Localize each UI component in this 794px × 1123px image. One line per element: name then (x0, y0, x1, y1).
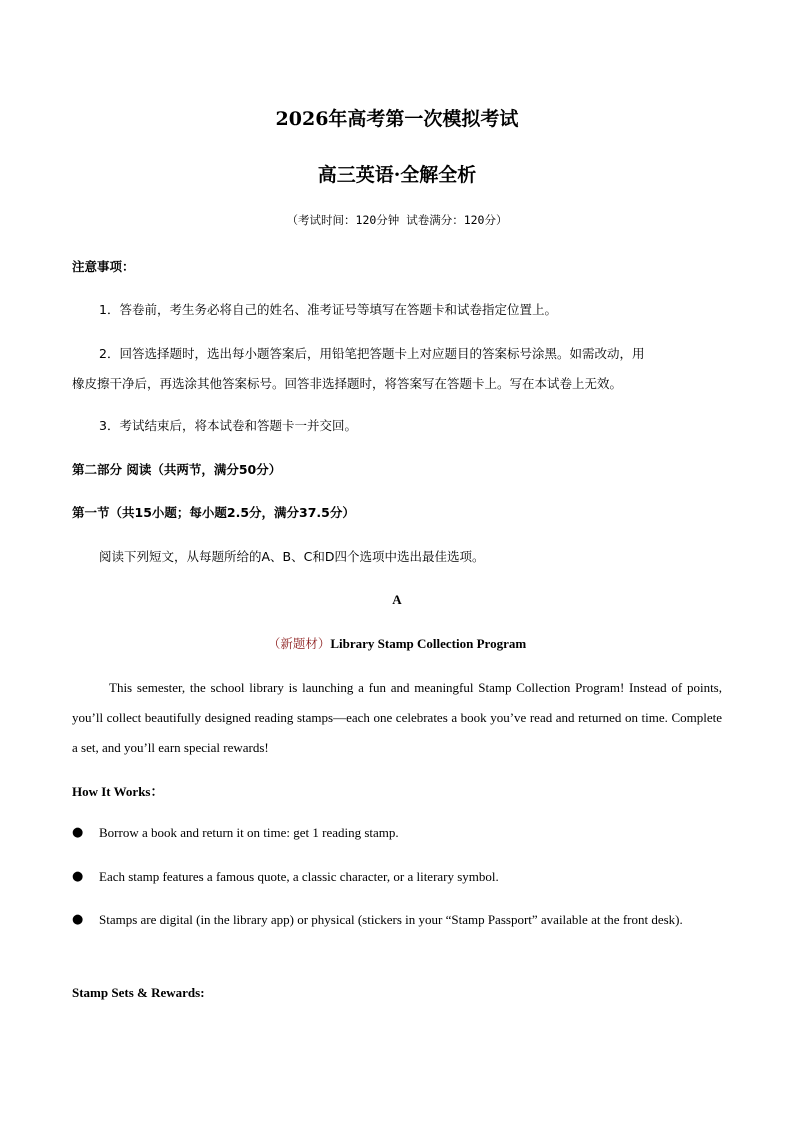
stamp-sets-heading: Stamp Sets & Rewards: (72, 985, 205, 1000)
passage-tag: （新题材） (267, 636, 331, 651)
note-item-1: 1．答卷前，考生务必将自己的姓名、准考证号等填写在答题卡和试卷指定位置上。 (99, 302, 557, 317)
note-item-3: 3．考试结束后，将本试卷和答题卡一并交回。 (99, 418, 357, 433)
passage-letter: A (392, 592, 402, 607)
passage-title-line (0, 634, 794, 652)
bullet-icon: ● (72, 869, 84, 884)
bullet-item: Each stamp features a famous quote, a classic character, or a literary symbol. (99, 869, 499, 884)
exam-info: （考试时间：120分钟 试卷满分：120分） (286, 213, 508, 227)
passage-intro: This semester, the school library is launching a fun and meaningful Stamp Collection Program! Instead of points, you’ll collect beautifully designed reading stamps—each one celebrates a book you’ve read and returned on time. Complete a set, and you’ll earn special rewards! (72, 680, 722, 755)
exam-title: 2026年高考第一次模拟考试 (275, 108, 519, 130)
part-heading: 第二部分 阅读（共两节，满分50分） (72, 462, 282, 477)
bullet-icon: ● (72, 825, 84, 840)
bullet-item: Stamps are digital (in the library app) or physical (stickers in your “Stamp Passport” available at the front desk). (99, 912, 683, 927)
bullet-icon: ● (72, 912, 84, 927)
section-heading: 第一节（共15小题；每小题2.5分，满分37.5分） (72, 505, 355, 520)
exam-subtitle: 高三英语·全解全析 (317, 164, 477, 186)
bullet-item: Borrow a book and return it on time: get 1 reading stamp. (99, 825, 399, 840)
note-item-2-line-1: 2．回答选择题时，选出每小题答案后，用铅笔把答题卡上对应题目的答案标号涂黑。如需改动，用 (99, 346, 645, 361)
notes-heading: 注意事项： (72, 259, 135, 274)
how-it-works-heading: How It Works： (72, 784, 164, 799)
reading-instruction: 阅读下列短文，从每题所给的A、B、C和D四个选项中选出最佳选项。 (99, 549, 485, 564)
passage-title: Library Stamp Collection Program (330, 636, 527, 651)
note-item-2-line-2: 橡皮擦干净后，再选涂其他答案标号。回答非选择题时，将答案写在答题卡上。写在本试卷上无效。 (72, 376, 623, 391)
